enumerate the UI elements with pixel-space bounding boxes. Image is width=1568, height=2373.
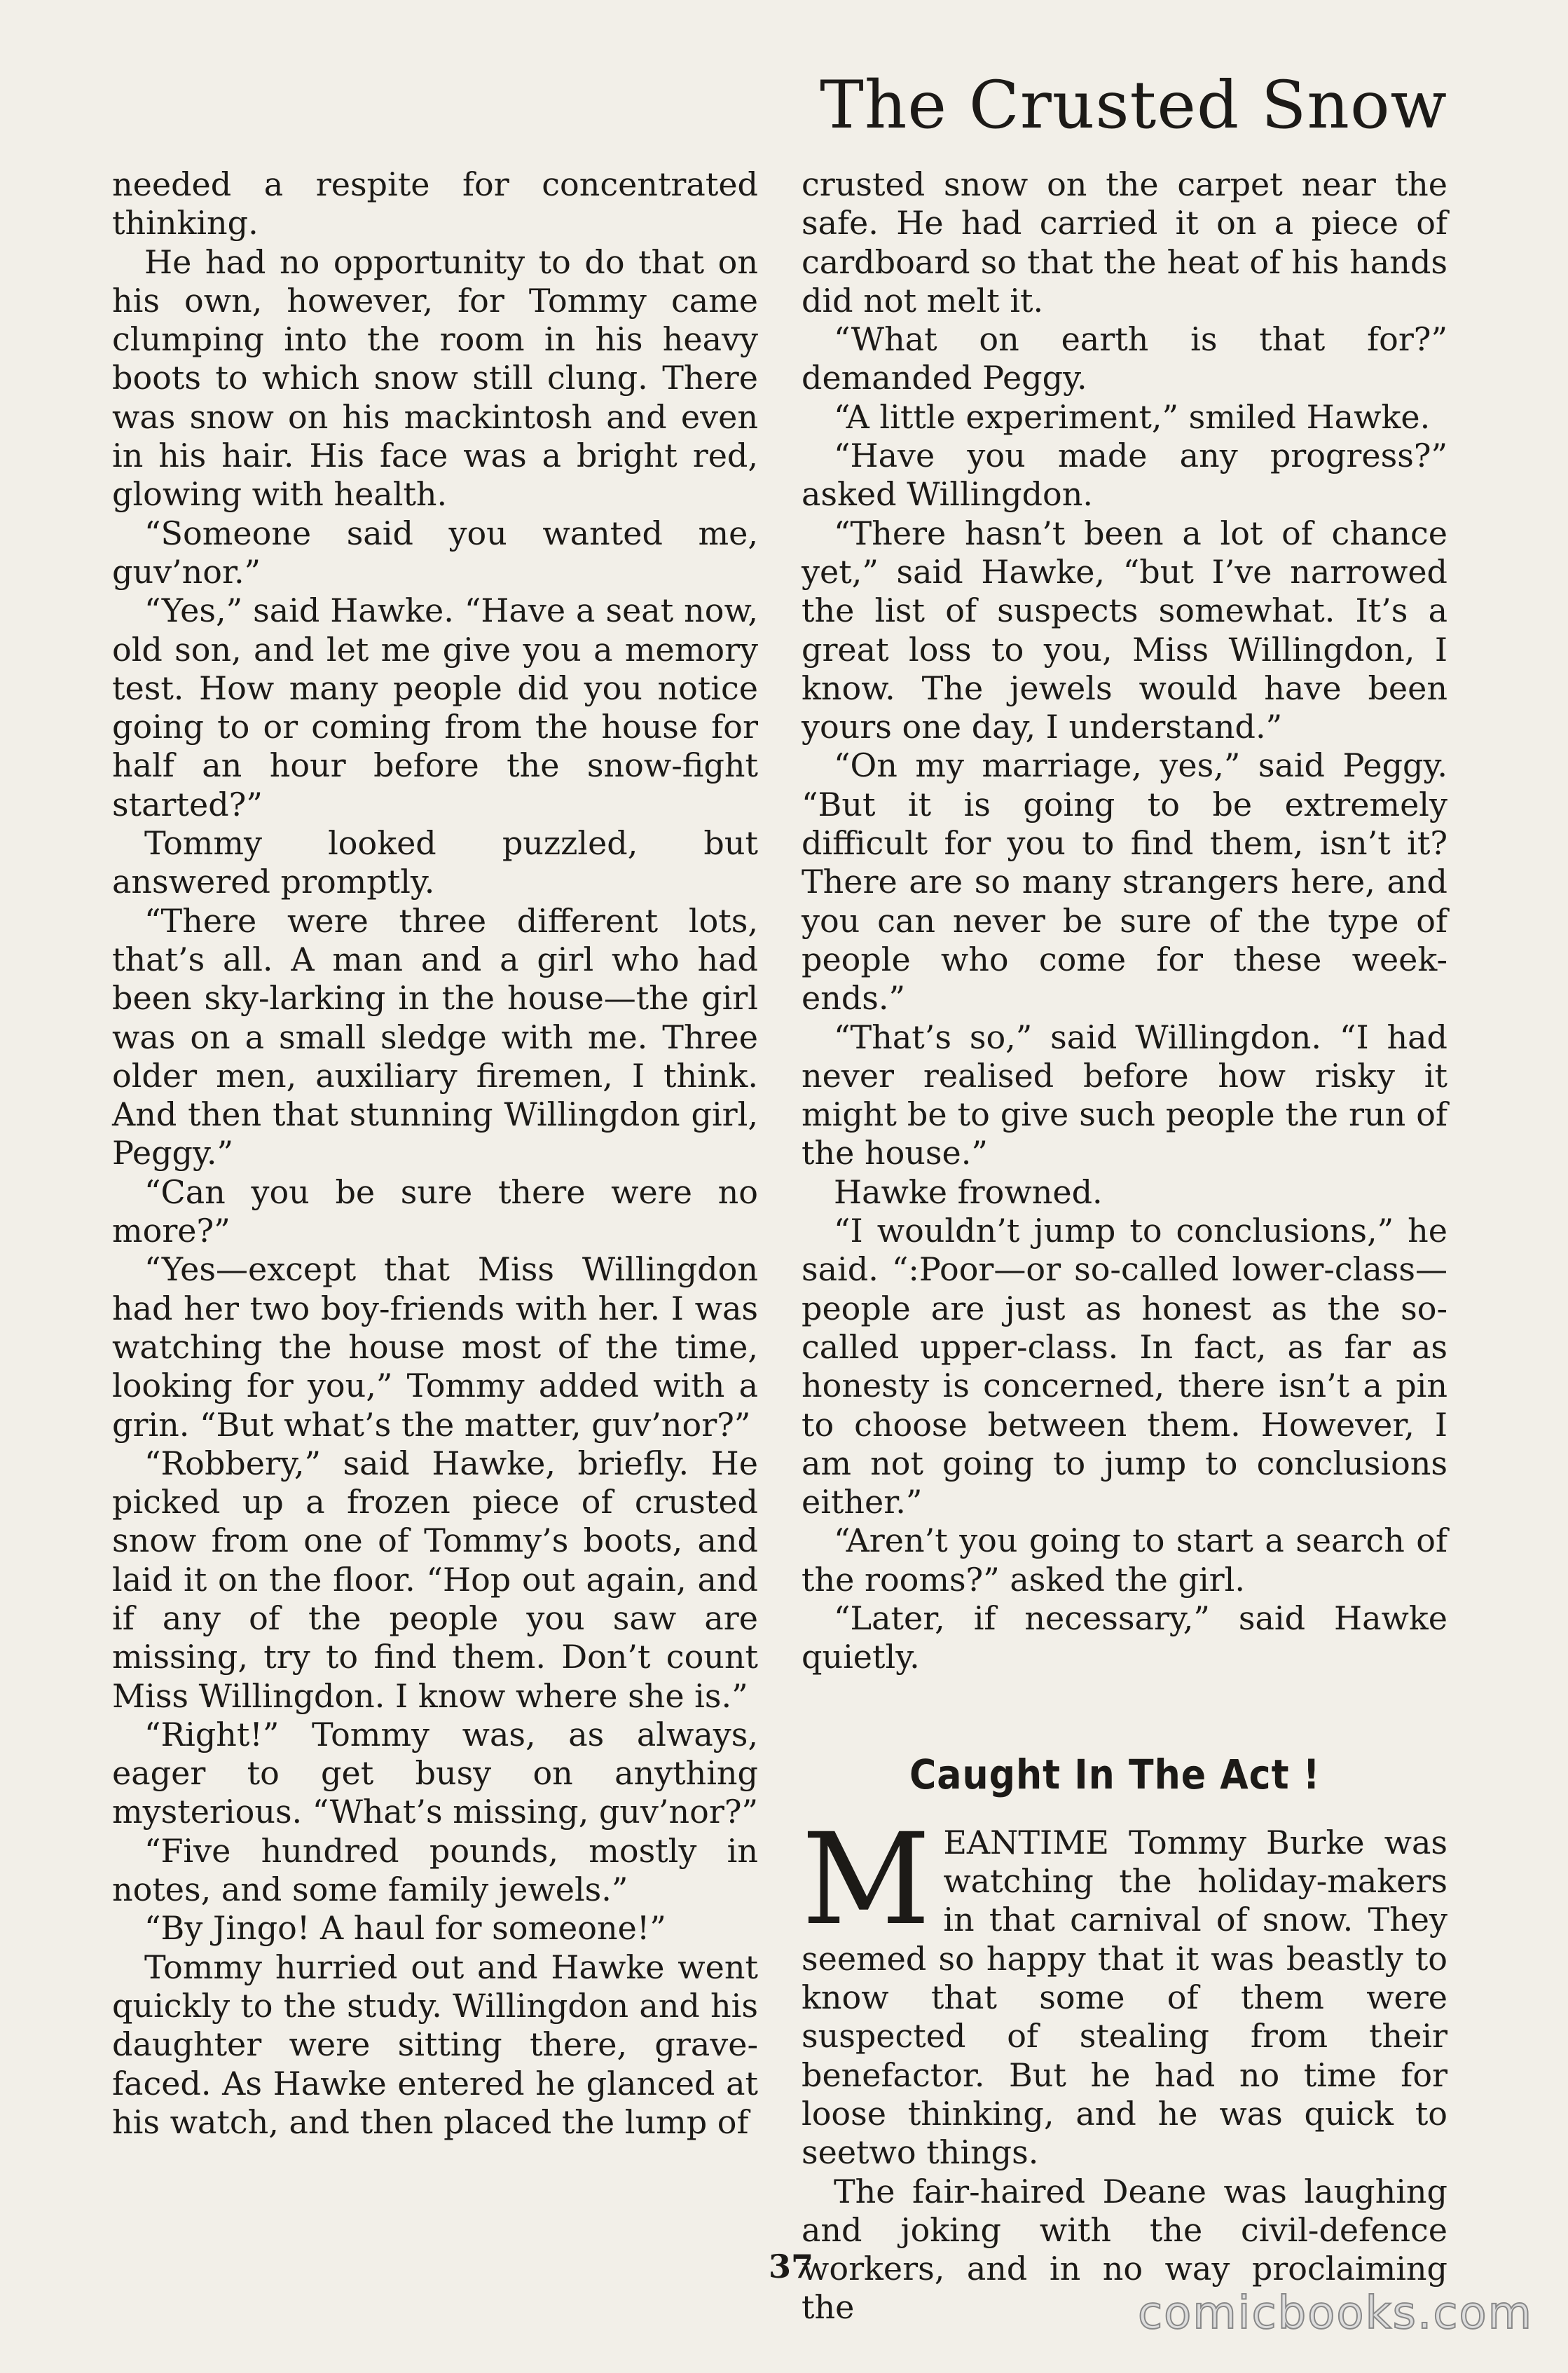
paragraph: “Right!” Tommy was, as always, eager to get busy on anything mysterious. “What’s missing, guv’nor?” — [112, 1715, 758, 1831]
paragraph: “On my marriage, yes,” said Peggy. “But it is going to be extremely difficult for you to find them, isn’t it? There are so many strangers here, and you can never be sure of the type of people who come for these week-ends.” — [802, 746, 1447, 1018]
left-column — [112, 165, 758, 2142]
paragraph: “There were three different lots, that’s all. A man and a girl who had been sky-larking in the house—the girl was on a small sledge with me. Three older men, auxiliary firemen, I think. And then that stunning Willingdon girl, Peggy.” — [112, 901, 758, 1172]
paragraph: “Later, if necessary,” said Hawke quietly. — [802, 1599, 1447, 1676]
section-opening-paragraph — [802, 1806, 1447, 2173]
paragraph: “Yes—except that Miss Willingdon had her two boy-friends with her. I was watching the house most of the time, looking for you,” Tommy added with a grin. “But what’s the matter, guv’nor?” — [112, 1250, 758, 1444]
paragraph: “Five hundred pounds, mostly in notes, and some family jewels.” — [112, 1831, 758, 1909]
paragraph: “By Jingo! A haul for someone!” — [144, 1909, 666, 1948]
paragraph: Hawke frowned. — [834, 1172, 1103, 1211]
paragraph: “That’s so,” said Willingdon. “I had never realised before how risky it might be to give such people the run of the house.” — [802, 1018, 1447, 1172]
paragraph: The fair-haired Deane was laughing and joking with the civil-defence workers, and in no way proclaiming the — [802, 2172, 1447, 2327]
paragraph: “Someone said you wanted me, guv’nor.” — [112, 514, 758, 591]
paragraph: “Yes,” said Hawke. “Have a seat now, old son, and let me give you a memory test. How many people did you notice going to or coming from the house for half an hour before the snow-fight started?” — [112, 591, 758, 823]
paragraph: “Aren’t you going to start a search of the rooms?” asked the girl. — [802, 1521, 1447, 1599]
paragraph: “There hasn’t been a lot of chance yet,” said Hawke, “but I’ve narrowed the list of suspects somewhat. It’s a great loss to you, Miss Willingdon, I know. The jewels would have been yours one day, I understand.” — [802, 514, 1447, 746]
right-column — [802, 165, 1447, 2327]
watermark: comicbooks.com — [1137, 2287, 1533, 2339]
paragraph: crusted snow on the carpet near the safe. He had carried it on a piece of cardboard so that the heat of his hands did not melt it. — [802, 165, 1447, 320]
paragraph: He had no opportunity to do that on his own, however, for Tommy came clumping into the room in his heavy boots to which snow still clung. There was snow on his mackintosh and even in his hair. His face was a bright red, glowing with health. — [112, 242, 758, 514]
section-opening-text: EANTIME Tommy Burke was watching the holiday-makers in that carnival of snow. They seemed so happy that it was beastly to know that some of them were suspected of stealing from their benefactor. But he had no time for loose thinking, and he was quick to seetwo things. — [802, 1823, 1447, 2172]
paragraph: Tommy looked puzzled, but answered promptly. — [112, 824, 758, 901]
paragraph: “What on earth is that for?” demanded Peggy. — [802, 320, 1447, 397]
drop-cap: M — [802, 1806, 931, 1953]
paragraph: “I wouldn’t jump to conclusions,” he said. “:Poor—or so-called lower-class—people are just as honest as the so-called upper-class. In fact, as far as honesty is concerned, there isn’t a pin to choose between them. However, I am not going to jump to conclusions either.” — [802, 1212, 1447, 1521]
page-title: The Crusted Snow — [820, 67, 1447, 144]
paragraph: needed a respite for concentrated thinking. — [112, 165, 758, 242]
paragraph: “Can you be sure there were no more?” — [112, 1172, 758, 1250]
paragraph: “A little experiment,” smiled Hawke. — [834, 397, 1431, 436]
paragraph: “Have you made any progress?” asked Willingdon. — [802, 437, 1447, 514]
page-number: 37 — [769, 2248, 814, 2285]
paragraph: Tommy hurried out and Hawke went quickly to the study. Willingdon and his daughter were sitting there, grave-faced. As Hawke entered he glanced at his watch, and then placed the lump of — [112, 1948, 758, 2141]
section-heading: Caught In The Act ! — [909, 1750, 1321, 1798]
paragraph: “Robbery,” said Hawke, briefly. He picked up a frozen piece of crusted snow from one of Tommy’s boots, and laid it on the floor. “Hop out again, and if any of the people you saw are missing, try to find them. Don’t count Miss Willingdon. I know where she is.” — [112, 1444, 758, 1715]
